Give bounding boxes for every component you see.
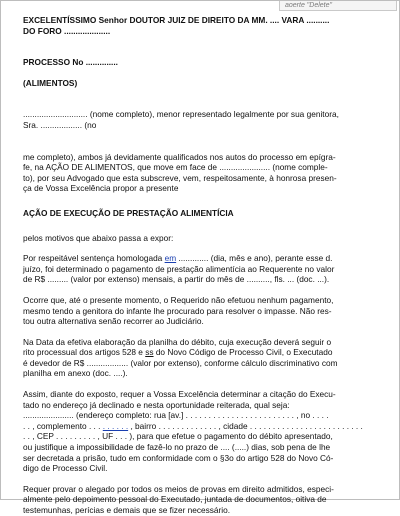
text-line: digo de Processo Civil. <box>23 463 108 474</box>
hyperlink-em[interactable]: em <box>164 253 177 264</box>
text-span: do Novo Código de Processo Civil, o Executado <box>153 347 333 358</box>
text-line: planilha em anexo (doc. ....). <box>23 368 128 379</box>
text-line: testemunhas, perícias e demais que se fizer necessário. <box>23 505 231 515</box>
text-line: ............................ (nome completo), menor representado legalmente por sua genitora, <box>23 109 339 120</box>
text-line: ...................... (endereço completo: rua [av.] . . . . . . . . . . . . . . . . . . . . . . . . , no . . . . <box>23 410 329 421</box>
motives-line: pelos motivos que abaixo passa a expor: <box>23 232 174 243</box>
text-line: Assim, diante do exposto, requer a Vossa Excelência determinar a citação do Execu- <box>23 389 336 400</box>
petition-document <box>23 15 375 516</box>
text-line: Requer provar o alegado por todos os meios de provas em direito admitidos, especi- <box>23 483 334 494</box>
text-line: . . , CEP . . . . . . . . . , UF . . . ), para que efetue o pagamento do débito apresentado, <box>23 431 333 442</box>
text-line: ça de Vossa Excelência propor a presente <box>23 183 179 194</box>
paragraph-debt <box>23 337 375 379</box>
text-line: ser decretada a prisão, tudo em conformidade com o §3o do artigo 528 do Novo Có- <box>23 452 334 463</box>
text-line: mesmo tendo a genitora do infante lhe procurado para resolver o impasse. Não res- <box>23 305 332 316</box>
intro-paragraph-a <box>23 109 375 130</box>
text-line <box>23 253 375 264</box>
text-span: Por respeitável sentença homologada <box>23 253 165 264</box>
text-line: tou outra alternativa senão recorrer ao Judiciário. <box>23 316 204 327</box>
court-header-line-2: DO FORO .................... <box>23 25 111 36</box>
text-line: é devedor de R$ .................. (valor por extenso), conforme cálculo discriminativo com <box>23 357 338 368</box>
text-line: fe, na AÇÃO DE ALIMENTOS, que move em face de ...................... (nome comple- <box>23 162 328 173</box>
text-line: ou justifique a impossibilidade de fazê-lo no prazo de .... (.....) dias, sob pena de lhe <box>23 442 331 453</box>
text-span: rito processual dos artigos 528 e <box>23 347 146 358</box>
underlined-ss: ss <box>145 347 154 358</box>
paragraph-nonpayment <box>23 295 375 327</box>
text-span: ............. (dia, mês e ano), perante esse d. <box>176 253 333 264</box>
text-line: me completo), ambos já devidamente qualificados nos autos do processo em epígra- <box>23 151 336 162</box>
hyperlink-complement[interactable]: . . . . . . <box>102 420 129 431</box>
text-line <box>23 347 375 358</box>
text-line: tado no endereço já declinado e nesta oportunidade reiterada, qual seja: <box>23 399 290 410</box>
action-title: AÇÃO DE EXECUÇÃO DE PRESTAÇÃO ALIMENTÍCIA <box>23 207 234 218</box>
text-line: juízo, foi determinado o pagamento de prestação alimentícia ao Requerente no valor <box>23 263 335 274</box>
process-number: PROCESSO No .............. <box>23 57 118 68</box>
text-span: . . , complemento . . . <box>23 420 103 431</box>
text-span: , bairro . . . . . . . . . . . . . , cidade . . . . . . . . . . . . . . . . . . . . . . . . . <box>128 420 363 431</box>
court-header-line-1: EXCELENTÍSSIMO Senhor DOUTOR JUIZ DE DIREITO DA MM. .... VARA .......... <box>23 15 330 25</box>
text-line: almente pelo depoimento pessoal do Executado, juntada de documentos, oitiva de <box>23 494 327 505</box>
text-line: Na Data da efetiva elaboração da planilha do débito, cuja execução deverá seguir o <box>23 336 332 347</box>
text-line <box>23 421 375 432</box>
action-type: (ALIMENTOS) <box>23 77 78 88</box>
paragraph-citation-request <box>23 389 375 474</box>
delete-hint-field: aoerte "Delete" <box>279 1 397 11</box>
text-line: to), por seu Advogado que esta subscreve, vem, respeitosamente, à honrosa presen- <box>23 172 337 183</box>
paragraph-sentence <box>23 253 375 285</box>
text-line: de R$ ......... (valor por extenso) mensais, a partir do mês de .........., fls. ... (doc. ...). <box>23 274 330 285</box>
text-line: Ocorre que, até o presente momento, o Requerido não efetuou nenhum pagamento, <box>23 294 334 305</box>
intro-paragraph-b <box>23 152 375 194</box>
text-line: Sra. .................. (no <box>23 119 97 130</box>
